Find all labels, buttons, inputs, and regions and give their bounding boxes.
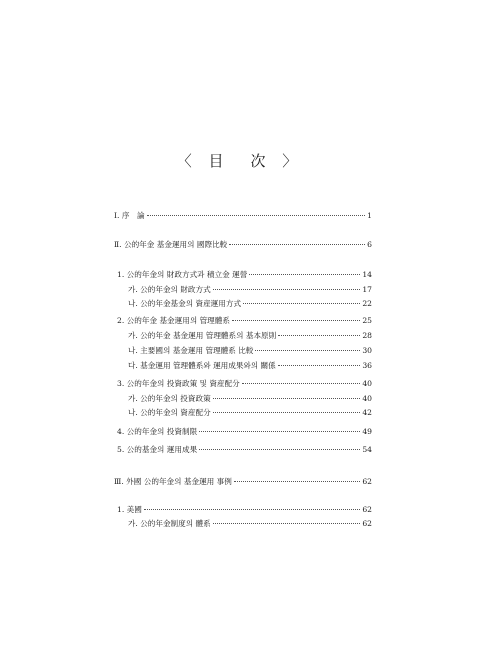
leader-dots — [243, 303, 360, 304]
toc-entry[interactable] — [128, 346, 372, 356]
leader-dots — [213, 412, 361, 413]
toc-entry[interactable] — [114, 240, 372, 250]
toc-entry[interactable] — [128, 519, 372, 529]
toc-entry-label: 나. 主要國의 基金運用 管理體系 比較 — [128, 346, 254, 355]
leader-dots — [144, 509, 360, 510]
toc-entry-label: Ⅱ. 公的年金 基金運用의 國際比較 — [114, 240, 228, 249]
leader-dots — [278, 365, 361, 366]
toc-entry[interactable] — [128, 394, 372, 404]
toc-entry-label: 나. 公的年金의 資産配分 — [128, 408, 211, 417]
toc-entry-label: 5. 公的基金의 運用成果 — [117, 445, 198, 454]
leader-dots — [213, 523, 361, 524]
toc-entry-label: 2. 公的年金 基金運用의 管理體系 — [117, 316, 230, 325]
toc-entry-page: 42 — [362, 408, 372, 417]
leader-dots — [229, 244, 365, 245]
toc-entry-page: 62 — [362, 519, 372, 528]
leader-dots — [213, 289, 361, 290]
toc-entry-page: 28 — [362, 331, 372, 340]
toc-entry-page: 40 — [362, 394, 372, 403]
toc-entry-page: 25 — [362, 316, 372, 325]
toc-entry-label: 1. 美國 — [117, 505, 142, 514]
toc-entry[interactable] — [128, 408, 372, 418]
leader-dots — [147, 215, 366, 216]
toc-entry-page: 36 — [362, 361, 372, 370]
toc-entry[interactable] — [117, 427, 372, 437]
toc-entry[interactable] — [114, 211, 372, 221]
toc-entry-page: 62 — [362, 505, 372, 514]
toc-entry-page: 30 — [362, 346, 372, 355]
toc-entry-page: 49 — [362, 427, 372, 436]
toc-entry-label: 다. 基金運用 管理體系와 運用成果와의 關係 — [128, 361, 276, 370]
toc-entry[interactable] — [117, 316, 372, 326]
toc-entry[interactable] — [128, 299, 372, 309]
toc-entry-label: Ⅰ. 序 論 — [114, 211, 145, 220]
leader-dots — [232, 320, 360, 321]
toc-entry-label: 가. 公的年金의 財政方式 — [128, 285, 211, 294]
toc-entry-label: 가. 公的年金 基金運用 管理體系의 基本原則 — [128, 331, 277, 340]
leader-dots — [255, 350, 360, 351]
leader-dots — [199, 431, 360, 432]
leader-dots — [234, 481, 360, 482]
toc-entry[interactable] — [128, 285, 372, 295]
toc-entry-label: Ⅲ. 外國 公的年金의 基金運用 事例 — [114, 477, 232, 486]
toc-entry-label: 가. 公的年金의 投資政策 — [128, 394, 211, 403]
toc-entry[interactable] — [117, 270, 372, 280]
leader-dots — [213, 398, 361, 399]
toc-entry-page: 40 — [362, 379, 372, 388]
toc-entry-page: 22 — [362, 299, 372, 308]
leader-dots — [249, 274, 360, 275]
page-title: 〈 目 次 〉 — [176, 152, 304, 170]
toc-entry[interactable] — [117, 505, 372, 515]
toc-entry-page: 6 — [367, 240, 372, 249]
toc-entry-page: 1 — [367, 211, 372, 220]
toc-entry[interactable] — [117, 379, 372, 389]
toc-entry[interactable] — [114, 477, 372, 487]
toc-entry-label: 가. 公的年金制度의 體系 — [128, 519, 211, 528]
leader-dots — [242, 383, 361, 384]
toc-entry-label: 나. 公的年金基金의 資産運用方式 — [128, 299, 242, 308]
toc-entry[interactable] — [128, 361, 372, 371]
leader-dots — [278, 335, 360, 336]
toc-entry-label: 1. 公的年金의 財政方式과 積立金 運營 — [117, 270, 248, 279]
toc-entry[interactable] — [128, 331, 372, 341]
toc-entry-page: 54 — [362, 445, 372, 454]
toc-entry-page: 14 — [362, 270, 372, 279]
toc-entry-page: 62 — [362, 477, 372, 486]
toc-entry-page: 17 — [362, 285, 372, 294]
toc-entry[interactable] — [117, 445, 372, 455]
leader-dots — [199, 449, 360, 450]
toc-entry-label: 4. 公的年金의 投資制限 — [117, 427, 198, 436]
toc-entry-label: 3. 公的年金의 投資政策 및 資産配分 — [117, 379, 240, 388]
